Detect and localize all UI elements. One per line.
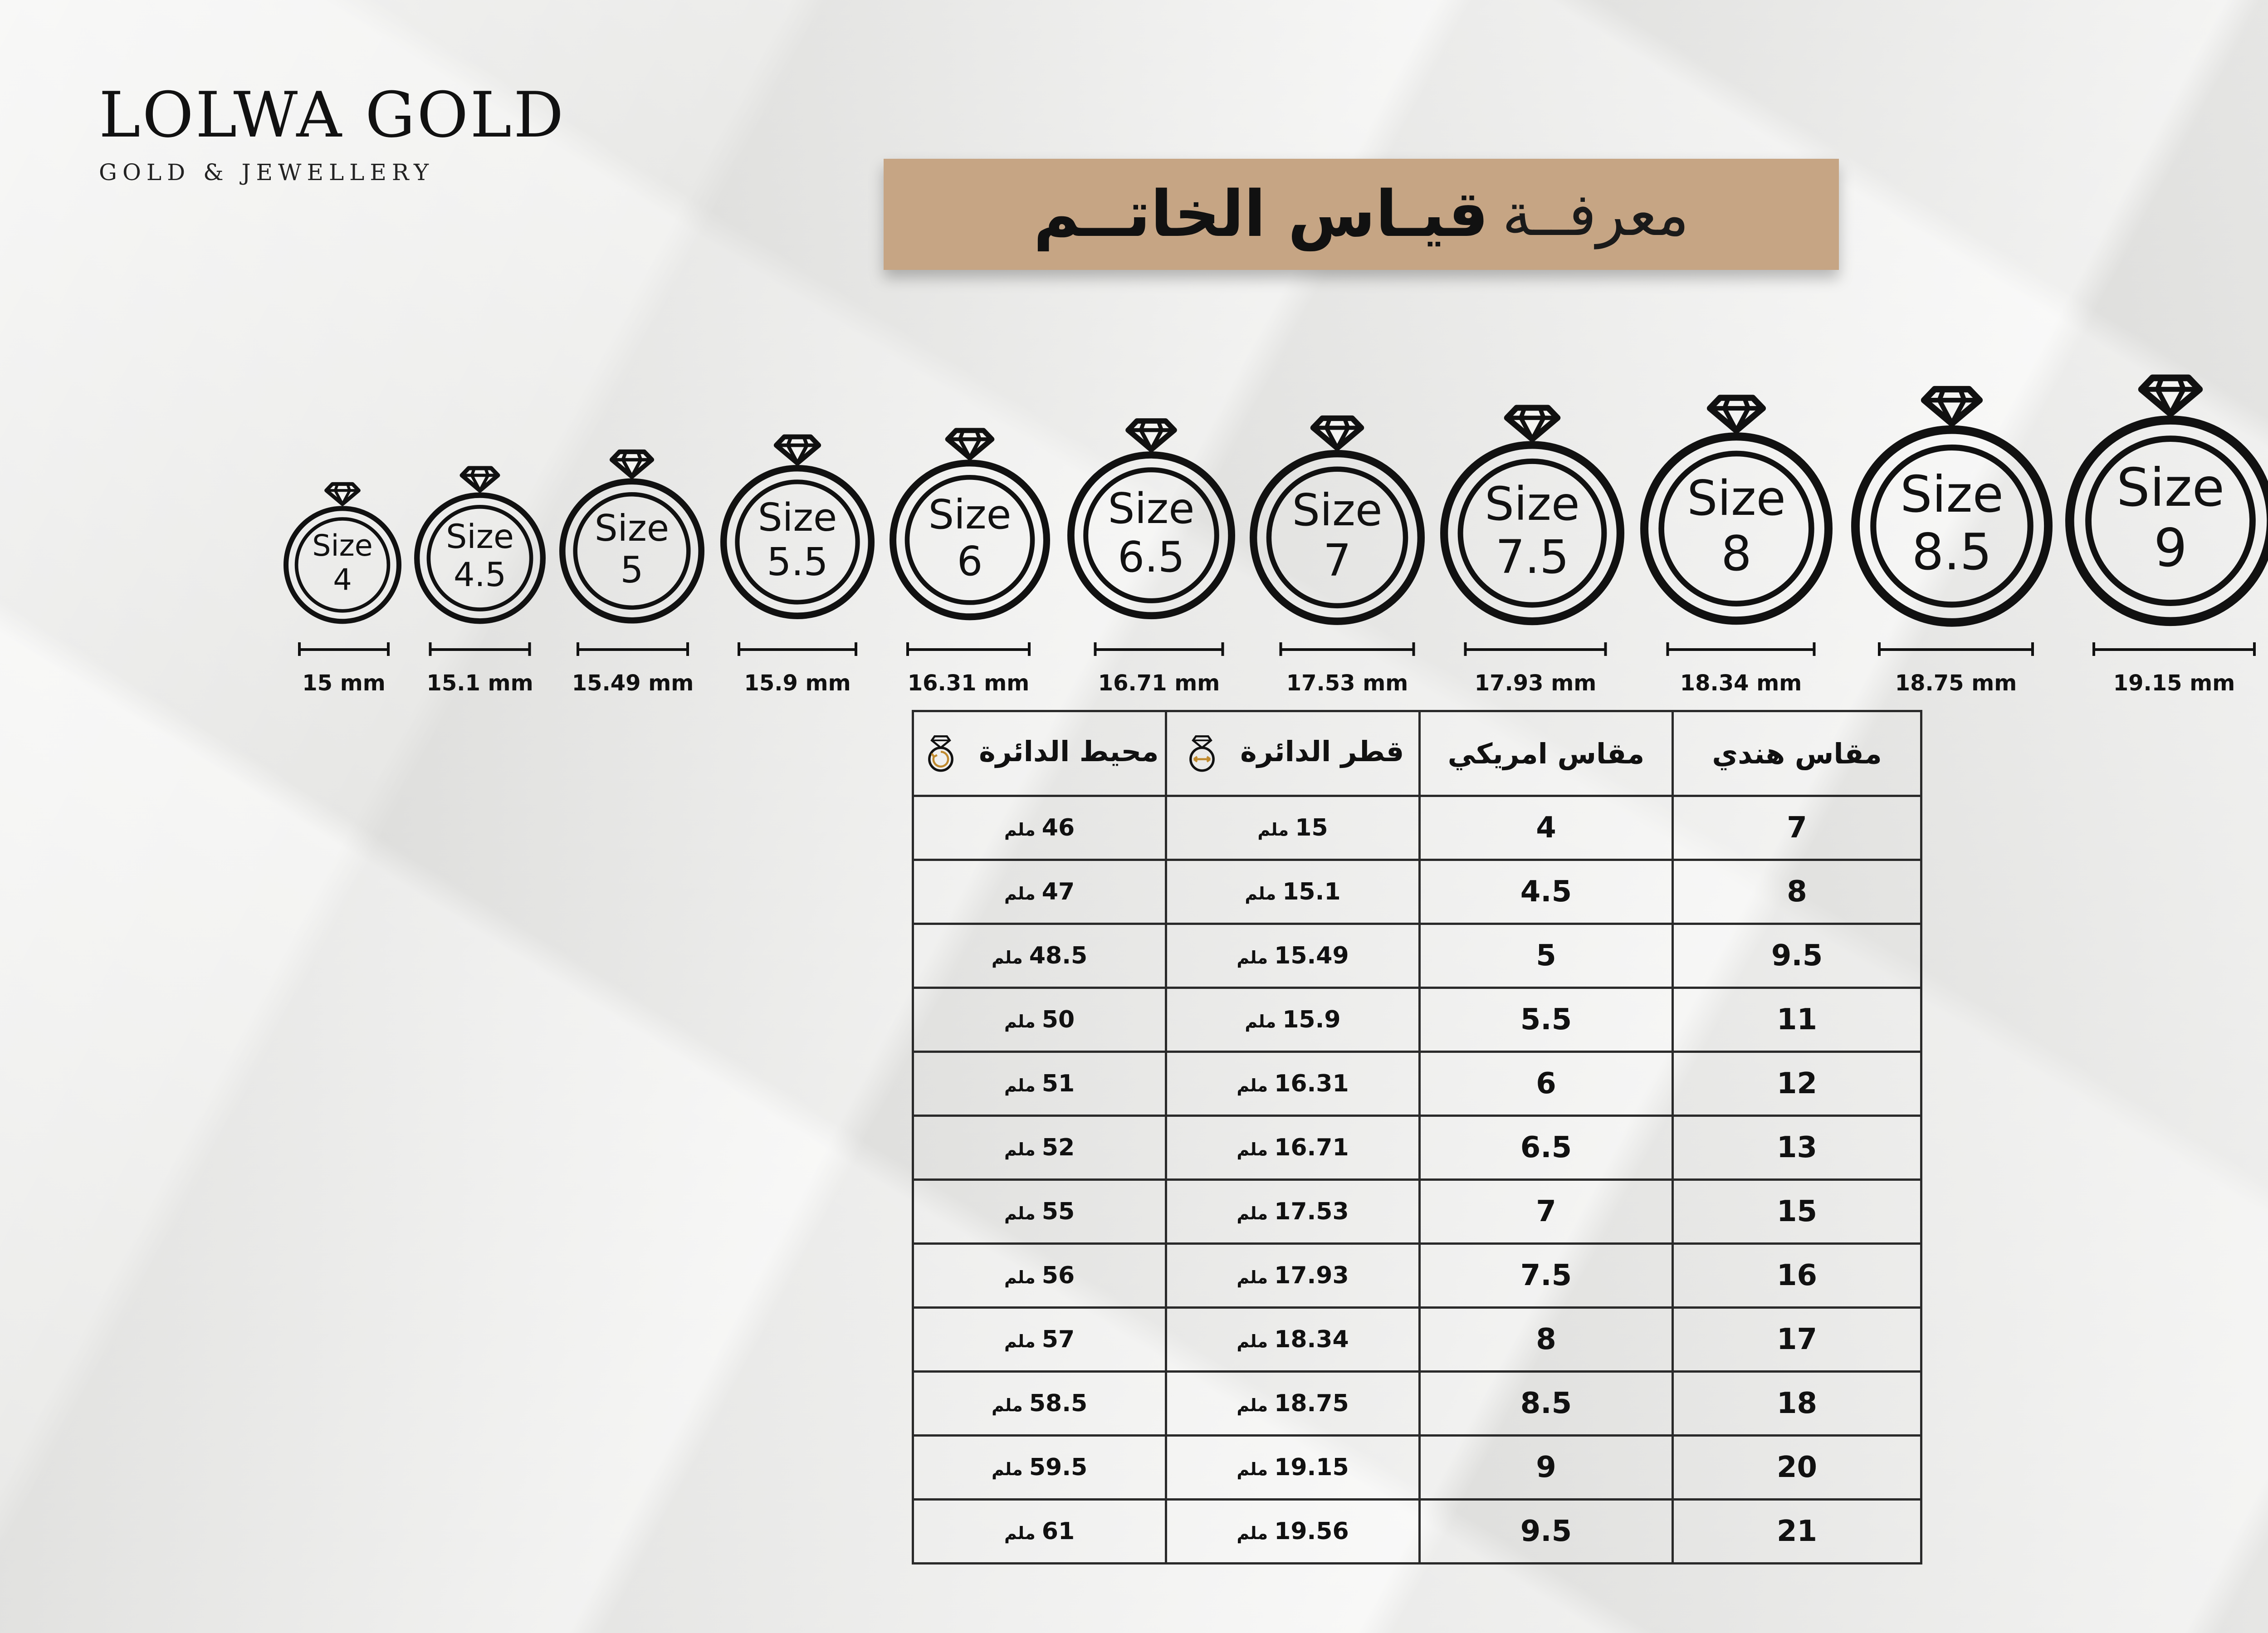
ring-size-label — [1436, 478, 1629, 584]
header-diameter-label: قطر الدائرة — [1240, 735, 1404, 768]
unit-label: ملم — [1237, 1459, 1268, 1479]
ring-diameter-label: 17.53 mm — [1286, 670, 1408, 696]
ring-diameter-label: 15.49 mm — [572, 670, 694, 696]
ring-size-chart — [0, 0, 2268, 726]
cell-indian-size: 12 — [1673, 1052, 1921, 1116]
cell-circumference-value: 52 — [1041, 1134, 1075, 1161]
cell-circumference — [913, 1308, 1166, 1372]
cell-american-size: 7 — [1419, 1180, 1672, 1244]
header-circumference — [913, 711, 1166, 796]
cell-diameter — [1166, 1116, 1420, 1180]
cell-diameter-value: 18.34 — [1274, 1326, 1349, 1353]
cell-american-size: 8.5 — [1419, 1372, 1672, 1436]
diameter-arrow — [1280, 647, 1415, 650]
cell-circumference — [913, 1436, 1166, 1500]
ring-size-4.5 — [410, 461, 550, 628]
cell-diameter — [1166, 1308, 1420, 1372]
ring-size-8 — [1636, 391, 1837, 629]
ring-size-value: 6.5 — [1118, 533, 1185, 582]
ring-size-label — [716, 496, 879, 585]
ring-size-6 — [885, 423, 1055, 625]
cell-circumference-value: 59.5 — [1029, 1454, 1088, 1481]
diameter-arrow — [429, 647, 531, 650]
cell-american-size: 8 — [1419, 1308, 1672, 1372]
diameter-arrow — [577, 647, 689, 650]
cell-diameter — [1166, 796, 1420, 860]
unit-label: ملم — [1004, 1139, 1036, 1159]
cell-american-size: 6.5 — [1419, 1116, 1672, 1180]
brand-tagline: GOLD & JEWELLERY — [99, 159, 434, 186]
ring-size-word: Size — [1292, 484, 1383, 536]
ring-size-label — [1245, 485, 1429, 586]
cell-diameter — [1166, 1500, 1420, 1564]
ring-diameter-label: 15.1 mm — [426, 670, 533, 696]
cell-circumference-value: 56 — [1041, 1262, 1075, 1289]
header-american: مقاس امريكي — [1419, 711, 1672, 796]
cell-american-size: 5.5 — [1419, 988, 1672, 1052]
ring-size-word: Size — [2116, 457, 2225, 518]
table-row — [913, 1372, 1921, 1436]
cell-diameter-value: 16.71 — [1274, 1134, 1349, 1161]
header-diameter — [1166, 711, 1420, 796]
cell-american-size: 9 — [1419, 1436, 1672, 1500]
ring-size-word: Size — [1687, 470, 1786, 526]
cell-diameter-value: 15 — [1295, 814, 1328, 841]
ring-size-word: Size — [758, 495, 837, 540]
cell-diameter-value: 17.53 — [1274, 1198, 1349, 1225]
table-row — [913, 1436, 1921, 1500]
table-row — [913, 1116, 1921, 1180]
cell-diameter — [1166, 924, 1420, 988]
unit-label: ملم — [1245, 884, 1276, 904]
ring-size-label — [2061, 458, 2268, 579]
header-indian: مقاس هندي — [1673, 711, 1921, 796]
cell-circumference — [913, 924, 1166, 988]
title-bold: قيـاس الخاتــم — [1033, 177, 1489, 251]
table-row — [913, 796, 1921, 860]
unit-label: ملم — [1004, 1331, 1036, 1351]
table-row — [913, 924, 1921, 988]
cell-circumference — [913, 1372, 1166, 1436]
unit-label: ملم — [1004, 820, 1036, 840]
ring-diameter-label: 16.31 mm — [907, 670, 1030, 696]
cell-diameter-value: 19.15 — [1274, 1454, 1349, 1481]
ring-size-value: 7 — [1323, 535, 1351, 587]
cell-american-size: 9.5 — [1419, 1500, 1672, 1564]
cell-circumference — [913, 796, 1166, 860]
unit-label: ملم — [1004, 1203, 1036, 1223]
cell-diameter-value: 15.9 — [1282, 1006, 1341, 1033]
ring-size-value: 7.5 — [1495, 530, 1569, 584]
ring-diameter-label: 15.9 mm — [744, 670, 851, 696]
ring-size-value: 6 — [957, 537, 983, 585]
cell-diameter-value: 15.1 — [1282, 878, 1341, 905]
ring-size-label — [279, 529, 406, 597]
diameter-arrow — [1878, 647, 2034, 650]
ring-size-value: 5.5 — [767, 539, 828, 585]
brand-name: LOLWA GOLD — [99, 78, 566, 152]
header-circumference-label: محيط الدائرة — [979, 735, 1159, 768]
unit-label: ملم — [1237, 1331, 1268, 1351]
table-row — [913, 988, 1921, 1052]
ring-diameter-label: 19.15 mm — [2113, 670, 2235, 696]
diameter-arrow — [2092, 647, 2256, 650]
cell-american-size: 6 — [1419, 1052, 1672, 1116]
diameter-arrow — [1667, 647, 1816, 650]
ring-size-9 — [2061, 371, 2268, 631]
cell-diameter-value: 18.75 — [1274, 1390, 1349, 1417]
ring-size-word: Size — [1108, 484, 1195, 533]
cell-circumference-value: 46 — [1041, 814, 1075, 841]
cell-diameter-value: 16.31 — [1274, 1070, 1349, 1097]
table-row — [913, 1244, 1921, 1308]
cell-indian-size: 8 — [1673, 860, 1921, 924]
cell-indian-size: 11 — [1673, 988, 1921, 1052]
cell-circumference — [913, 1500, 1166, 1564]
ring-size-7.5 — [1436, 401, 1629, 630]
cell-indian-size: 15 — [1673, 1180, 1921, 1244]
cell-american-size: 4 — [1419, 796, 1672, 860]
title-light: معرفــة — [1502, 180, 1689, 249]
ring-size-label — [1636, 471, 1837, 582]
cell-indian-size: 13 — [1673, 1116, 1921, 1180]
unit-label: ملم — [1237, 1395, 1268, 1415]
cell-indian-size: 18 — [1673, 1372, 1921, 1436]
ring-size-8.5 — [1847, 382, 2057, 631]
ring-size-value: 8.5 — [1911, 523, 1992, 582]
ring-size-word: Size — [928, 491, 1012, 538]
ring-size-value: 8 — [1721, 525, 1752, 582]
ring-diameter-label: 15 mm — [302, 670, 386, 696]
cell-indian-size: 17 — [1673, 1308, 1921, 1372]
cell-american-size: 7.5 — [1419, 1244, 1672, 1308]
cell-american-size: 5 — [1419, 924, 1672, 988]
ring-size-word: Size — [312, 528, 373, 563]
cell-circumference-value: 50 — [1041, 1006, 1075, 1033]
table-row — [913, 1308, 1921, 1372]
diameter-arrow — [298, 647, 390, 650]
cell-indian-size: 7 — [1673, 796, 1921, 860]
ring-diameter-label: 18.75 mm — [1895, 670, 2017, 696]
cell-indian-size: 16 — [1673, 1244, 1921, 1308]
ring-size-value: 5 — [620, 548, 644, 591]
ring-size-word: Size — [1900, 465, 2004, 524]
cell-diameter — [1166, 1180, 1420, 1244]
cell-circumference — [913, 988, 1166, 1052]
ring-circumference-icon — [920, 733, 961, 774]
table-row — [913, 860, 1921, 924]
cell-circumference-value: 55 — [1041, 1198, 1075, 1225]
size-table — [912, 710, 1922, 1565]
unit-label: ملم — [1257, 820, 1289, 840]
unit-label: ملم — [1245, 1012, 1276, 1032]
cell-circumference-value: 58.5 — [1029, 1390, 1088, 1417]
unit-label: ملم — [1237, 1076, 1268, 1095]
ring-size-word: Size — [1485, 477, 1580, 531]
ring-size-value: 9 — [2154, 518, 2187, 579]
ring-diameter-icon — [1182, 733, 1222, 774]
cell-circumference-value: 57 — [1041, 1326, 1075, 1353]
diameter-arrow — [1464, 647, 1607, 650]
table-row — [913, 1180, 1921, 1244]
unit-label: ملم — [1237, 1267, 1268, 1287]
unit-label: ملم — [1004, 1267, 1036, 1287]
unit-label: ملم — [1004, 1523, 1036, 1543]
diameter-arrow — [738, 647, 857, 650]
cell-circumference-value: 47 — [1041, 878, 1075, 905]
ring-size-label — [885, 491, 1055, 584]
cell-indian-size: 20 — [1673, 1436, 1921, 1500]
ring-size-value: 4 — [333, 562, 352, 597]
cell-diameter — [1166, 860, 1420, 924]
table-row — [913, 1052, 1921, 1116]
cell-circumference-value: 61 — [1041, 1518, 1075, 1545]
cell-indian-size: 21 — [1673, 1500, 1921, 1564]
cell-diameter — [1166, 1244, 1420, 1308]
unit-label: ملم — [991, 1395, 1023, 1415]
cell-diameter — [1166, 988, 1420, 1052]
ring-size-value: 4.5 — [453, 556, 507, 595]
unit-label: ملم — [991, 1459, 1023, 1479]
cell-circumference — [913, 1244, 1166, 1308]
ring-size-word: Size — [594, 507, 670, 549]
cell-indian-size: 9.5 — [1673, 924, 1921, 988]
unit-label: ملم — [1004, 1076, 1036, 1095]
ring-size-label — [555, 508, 709, 591]
ring-diameter-label: 17.93 mm — [1474, 670, 1597, 696]
cell-circumference — [913, 860, 1166, 924]
unit-label: ملم — [991, 948, 1023, 968]
ring-size-word: Size — [446, 518, 514, 557]
ring-size-label — [410, 518, 550, 594]
table-row — [913, 1500, 1921, 1564]
cell-circumference-value: 48.5 — [1029, 942, 1088, 969]
unit-label: ملم — [1004, 884, 1036, 904]
unit-label: ملم — [1237, 1203, 1268, 1223]
unit-label: ملم — [1237, 1523, 1268, 1543]
ring-size-7 — [1245, 411, 1429, 630]
ring-size-label — [1063, 484, 1240, 582]
cell-circumference — [913, 1180, 1166, 1244]
ring-size-6.5 — [1063, 414, 1240, 624]
ring-size-label — [1847, 466, 2057, 582]
unit-label: ملم — [1237, 948, 1268, 968]
ring-size-4 — [279, 477, 406, 628]
cell-circumference-value: 51 — [1041, 1070, 1075, 1097]
ring-size-5.5 — [716, 430, 879, 624]
cell-diameter-value: 15.49 — [1274, 942, 1349, 969]
diameter-arrow — [906, 647, 1031, 650]
ring-diameter-label: 16.71 mm — [1098, 670, 1220, 696]
cell-diameter-value: 19.56 — [1274, 1518, 1349, 1545]
ring-diameter-label: 18.34 mm — [1680, 670, 1802, 696]
cell-circumference — [913, 1116, 1166, 1180]
cell-diameter — [1166, 1436, 1420, 1500]
cell-diameter — [1166, 1372, 1420, 1436]
ring-size-5 — [555, 445, 709, 628]
cell-american-size: 4.5 — [1419, 860, 1672, 924]
unit-label: ملم — [1004, 1012, 1036, 1032]
cell-diameter-value: 17.93 — [1274, 1262, 1349, 1289]
cell-diameter — [1166, 1052, 1420, 1116]
diameter-arrow — [1094, 647, 1224, 650]
cell-circumference — [913, 1052, 1166, 1116]
unit-label: ملم — [1237, 1139, 1268, 1159]
